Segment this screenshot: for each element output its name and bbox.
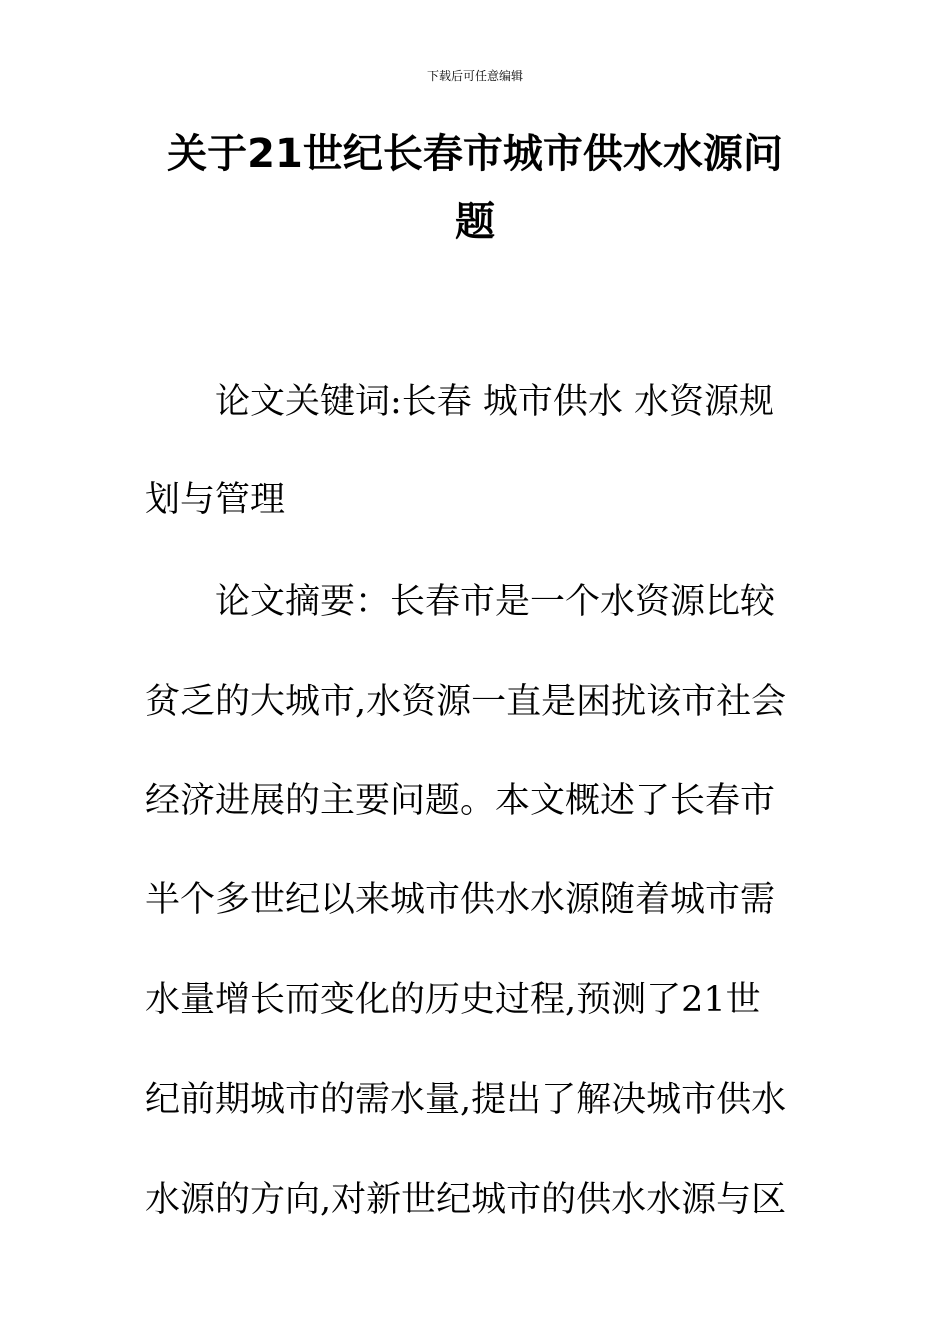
abstract-line-3: 经济进展的主要问题。本文概述了长春市 <box>145 781 776 821</box>
abstract-line-1: 论文摘要：长春市是一个水资源比较 <box>145 582 776 622</box>
abstract-line-5: 水量增长而变化的历史过程,预测了21世 <box>145 980 761 1020</box>
title-line-1: 关于21世纪长春市城市供水水源问 <box>167 131 783 177</box>
keywords-line-2: 划与管理 <box>145 480 286 520</box>
abstract-line-6: 纪前期城市的需水量,提出了解决城市供水 <box>145 1080 787 1120</box>
keywords-line-1: 论文关键词:长春 城市供水 水资源规 <box>145 382 775 422</box>
header-note: 下载后可任意编辑 <box>426 69 523 83</box>
abstract-line-4: 半个多世纪以来城市供水水源随着城市需 <box>145 880 776 920</box>
abstract-line-7: 水源的方向,对新世纪城市的供水水源与区 <box>145 1180 787 1220</box>
abstract-line-2: 贫乏的大城市,水资源一直是困扰该市社会 <box>145 682 787 722</box>
document-title <box>130 120 820 256</box>
title-line-2: 题 <box>455 199 495 245</box>
